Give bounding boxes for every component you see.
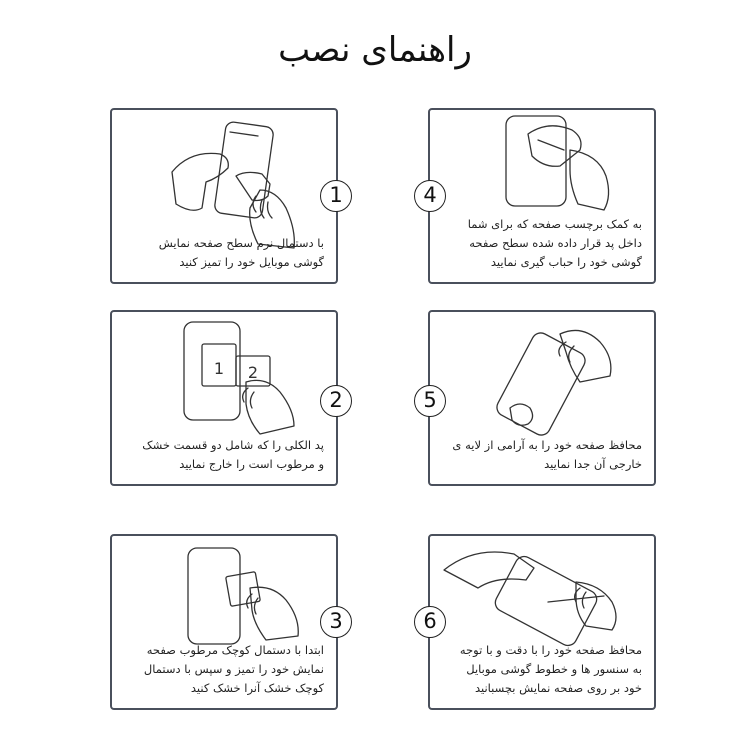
step-1-caption xyxy=(122,234,324,272)
caption-line: به کمک برچسب صفحه که برای شما xyxy=(467,217,642,231)
step-4-card xyxy=(428,108,656,284)
cloth-icon xyxy=(226,572,261,607)
caption-line: با دستمال نرم سطح صفحه نمایش xyxy=(158,236,324,250)
pad-wet-label: 1 xyxy=(213,359,225,378)
step-2-number-badge: 2 xyxy=(320,385,352,417)
caption-line: محافظ صفحه خود را به آرامی از لایه ی xyxy=(452,438,642,452)
caption-line: به سنسور ها و خطوط گوشی موبایل xyxy=(466,662,642,676)
step-3-card xyxy=(110,534,338,710)
caption-line: گوشی موبایل خود را تمیز کنید xyxy=(179,255,324,269)
step-2-caption xyxy=(122,436,324,474)
step-4-caption xyxy=(440,215,642,272)
caption-line: خود بر روی صفحه نمایش بچسبانید xyxy=(474,681,642,695)
caption-line: نمایش خود را تمیز و سپس با دستمال xyxy=(143,662,324,676)
phone-icon xyxy=(214,121,274,219)
caption-line: داخل پد قرار داده شده سطح صفحه xyxy=(469,236,642,250)
phone-icon xyxy=(184,322,240,420)
step-3-number-badge: 3 xyxy=(320,606,352,638)
step-1-card xyxy=(110,108,338,284)
step-2-card xyxy=(110,310,338,486)
caption-line: خارجی آن جدا نمایید xyxy=(544,457,642,471)
caption-line: ابتدا با دستمال کوچک مرطوب صفحه xyxy=(146,643,324,657)
step-6-card xyxy=(428,534,656,710)
caption-line: کوچک خشک آنرا خشک کنید xyxy=(190,681,324,695)
step-1-number-badge: 1 xyxy=(320,180,352,212)
step-4-number-badge: 4 xyxy=(414,180,446,212)
caption-line: پد الکلی را که شامل دو قسمت خشک xyxy=(142,438,324,452)
step-3-caption xyxy=(122,641,324,698)
caption-line: محافظ صفحه خود را با دقت و با توجه xyxy=(459,643,642,657)
step-6-caption xyxy=(440,641,642,698)
phone-icon xyxy=(492,553,600,648)
step-5-card xyxy=(428,310,656,486)
sticker-icon xyxy=(538,140,564,150)
step-5-caption xyxy=(440,436,642,474)
caption-line: و مرطوب است را خارج نمایید xyxy=(179,457,324,471)
phone-icon xyxy=(188,548,240,644)
caption-line: گوشی خود را حباب گیری نمایید xyxy=(490,255,642,269)
step-5-number-badge: 5 xyxy=(414,385,446,417)
pad-dry-label: 2 xyxy=(247,363,259,382)
page-title: راهنمای نصب xyxy=(278,30,472,70)
step-6-number-badge: 6 xyxy=(414,606,446,638)
